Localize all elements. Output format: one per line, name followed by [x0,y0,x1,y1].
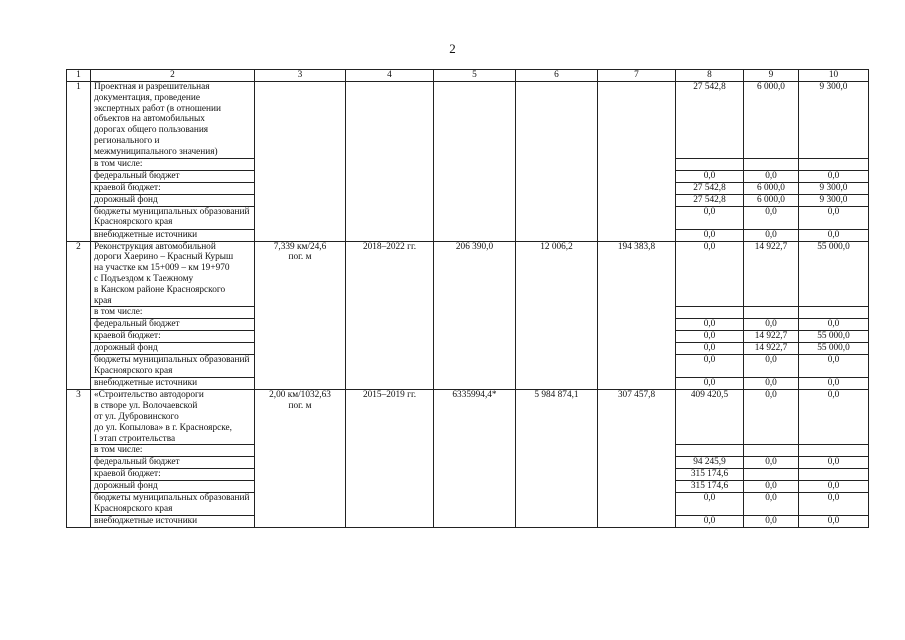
cell-c8: 315 174,6 [676,469,744,481]
cell-c8: 94 245,9 [676,457,744,469]
cell-c9: 0,0 [744,206,799,229]
cell-c9: 0,0 [744,481,799,493]
cell-c9: 14 922,7 [744,331,799,343]
column-header: 4 [346,70,434,82]
cell-c10 [799,307,869,319]
cell-c3: 7,339 км/24,6 пог. м [255,241,346,390]
cell-c9: 0,0 [744,355,799,378]
table-header-row [67,70,869,82]
cell-c8: 27 542,8 [676,82,744,159]
column-header: 7 [598,70,676,82]
cell-c6: 5 984 874,1 [516,390,598,528]
table-row [67,82,869,159]
cell-c8: 0,0 [676,493,744,516]
cell-c9 [744,469,799,481]
funding-source-label: дорожный фонд [91,481,255,493]
cell-c9: 0,0 [744,170,799,182]
column-header: 8 [676,70,744,82]
funding-source-label: внебюджетные источники [91,516,255,528]
cell-c9: 0,0 [744,516,799,528]
row-number: 3 [67,390,91,528]
funding-source-label: дорожный фонд [91,194,255,206]
cell-c10 [799,158,869,170]
funding-source-label: бюджеты муниципальных образований Красноярского края [91,206,255,229]
column-header: 6 [516,70,598,82]
funding-source-label: внебюджетные источники [91,229,255,241]
cell-c4: 2015–2019 гг. [346,390,434,528]
column-header: 3 [255,70,346,82]
cell-c5: 6335994,4* [434,390,516,528]
object-title: Проектная и разрешительная документация, проведение экспертных работ (в отношении объектов на автомобильных дорогах общего пользования регионального и межмуниципального значения) [91,82,255,159]
funding-source-label: бюджеты муниципальных образований Красноярского края [91,493,255,516]
cell-c9 [744,158,799,170]
funding-source-label: федеральный бюджет [91,170,255,182]
table-row [67,390,869,445]
cell-c5: 206 390,0 [434,241,516,390]
cell-c10: 9 300,0 [799,182,869,194]
cell-c6 [516,82,598,242]
cell-c9 [744,445,799,457]
cell-c8: 409 420,5 [676,390,744,445]
cell-c10: 9 300,0 [799,82,869,159]
cell-c10: 0,0 [799,170,869,182]
cell-c10: 55 000,0 [799,331,869,343]
funding-source-label: внебюджетные источники [91,378,255,390]
row-number: 1 [67,82,91,242]
funding-source-label: краевой бюджет: [91,469,255,481]
cell-c8 [676,445,744,457]
cell-c4 [346,82,434,242]
cell-c9: 6 000,0 [744,182,799,194]
page-number: 2 [449,41,456,56]
cell-c8: 0,0 [676,241,744,307]
funding-source-label: краевой бюджет: [91,182,255,194]
cell-c9 [744,307,799,319]
cell-c3: 2,00 км/1032,63 пог. м [255,390,346,528]
cell-c9: 14 922,7 [744,343,799,355]
cell-c8: 315 174,6 [676,481,744,493]
column-header: 9 [744,70,799,82]
cell-c8: 0,0 [676,206,744,229]
cell-c8: 0,0 [676,331,744,343]
funding-source-label: федеральный бюджет [91,457,255,469]
cell-c9: 6 000,0 [744,82,799,159]
cell-c8: 0,0 [676,170,744,182]
cell-c10: 0,0 [799,516,869,528]
cell-c3 [255,82,346,242]
column-header: 5 [434,70,516,82]
cell-c10: 0,0 [799,378,869,390]
cell-c10: 0,0 [799,355,869,378]
cell-c8: 0,0 [676,516,744,528]
cell-c10: 0,0 [799,229,869,241]
cell-c10: 9 300,0 [799,194,869,206]
funding-source-label: дорожный фонд [91,343,255,355]
cell-c9: 0,0 [744,457,799,469]
cell-c9: 0,0 [744,493,799,516]
cell-c8: 0,0 [676,319,744,331]
cell-c4: 2018–2022 гг. [346,241,434,390]
cell-c9: 6 000,0 [744,194,799,206]
column-header: 10 [799,70,869,82]
cell-c10: 0,0 [799,481,869,493]
cell-c10: 55 000,0 [799,343,869,355]
funding-source-label: краевой бюджет: [91,331,255,343]
cell-c7: 307 457,8 [598,390,676,528]
funding-source-label: в том числе: [91,158,255,170]
cell-c9: 14 922,7 [744,241,799,307]
cell-c8: 0,0 [676,343,744,355]
column-header: 1 [67,70,91,82]
table-row [67,241,869,307]
cell-c10 [799,469,869,481]
cell-c10: 0,0 [799,493,869,516]
cell-c8: 27 542,8 [676,194,744,206]
cell-c10: 55 000,0 [799,241,869,307]
funding-source-label: федеральный бюджет [91,319,255,331]
budget-table [66,69,869,528]
cell-c5 [434,82,516,242]
cell-c10: 0,0 [799,390,869,445]
cell-c7 [598,82,676,242]
cell-c8: 0,0 [676,378,744,390]
funding-source-label: в том числе: [91,307,255,319]
row-number: 2 [67,241,91,390]
cell-c10: 0,0 [799,457,869,469]
object-title: «Строительство автодороги в створе ул. Волочаевской от ул. Дубровинского до ул. Копылова» в г. Красноярске, I этап строительства [91,390,255,445]
cell-c9: 0,0 [744,390,799,445]
cell-c7: 194 383,8 [598,241,676,390]
cell-c8 [676,307,744,319]
cell-c8 [676,158,744,170]
cell-c10: 0,0 [799,206,869,229]
cell-c10: 0,0 [799,319,869,331]
cell-c9: 0,0 [744,319,799,331]
table-body [67,70,869,528]
cell-c8: 27 542,8 [676,182,744,194]
column-header: 2 [91,70,255,82]
cell-c9: 0,0 [744,378,799,390]
cell-c8: 0,0 [676,355,744,378]
funding-source-label: бюджеты муниципальных образований Красноярского края [91,355,255,378]
cell-c8: 0,0 [676,229,744,241]
object-title: Реконструкция автомобильной дороги Хаерино – Красный Курыш на участке км 15+009 – км 19+970 с Подъездом к Таежному в Канском районе Красноярского края [91,241,255,307]
cell-c9: 0,0 [744,229,799,241]
funding-source-label: в том числе: [91,445,255,457]
cell-c10 [799,445,869,457]
cell-c6: 12 006,2 [516,241,598,390]
